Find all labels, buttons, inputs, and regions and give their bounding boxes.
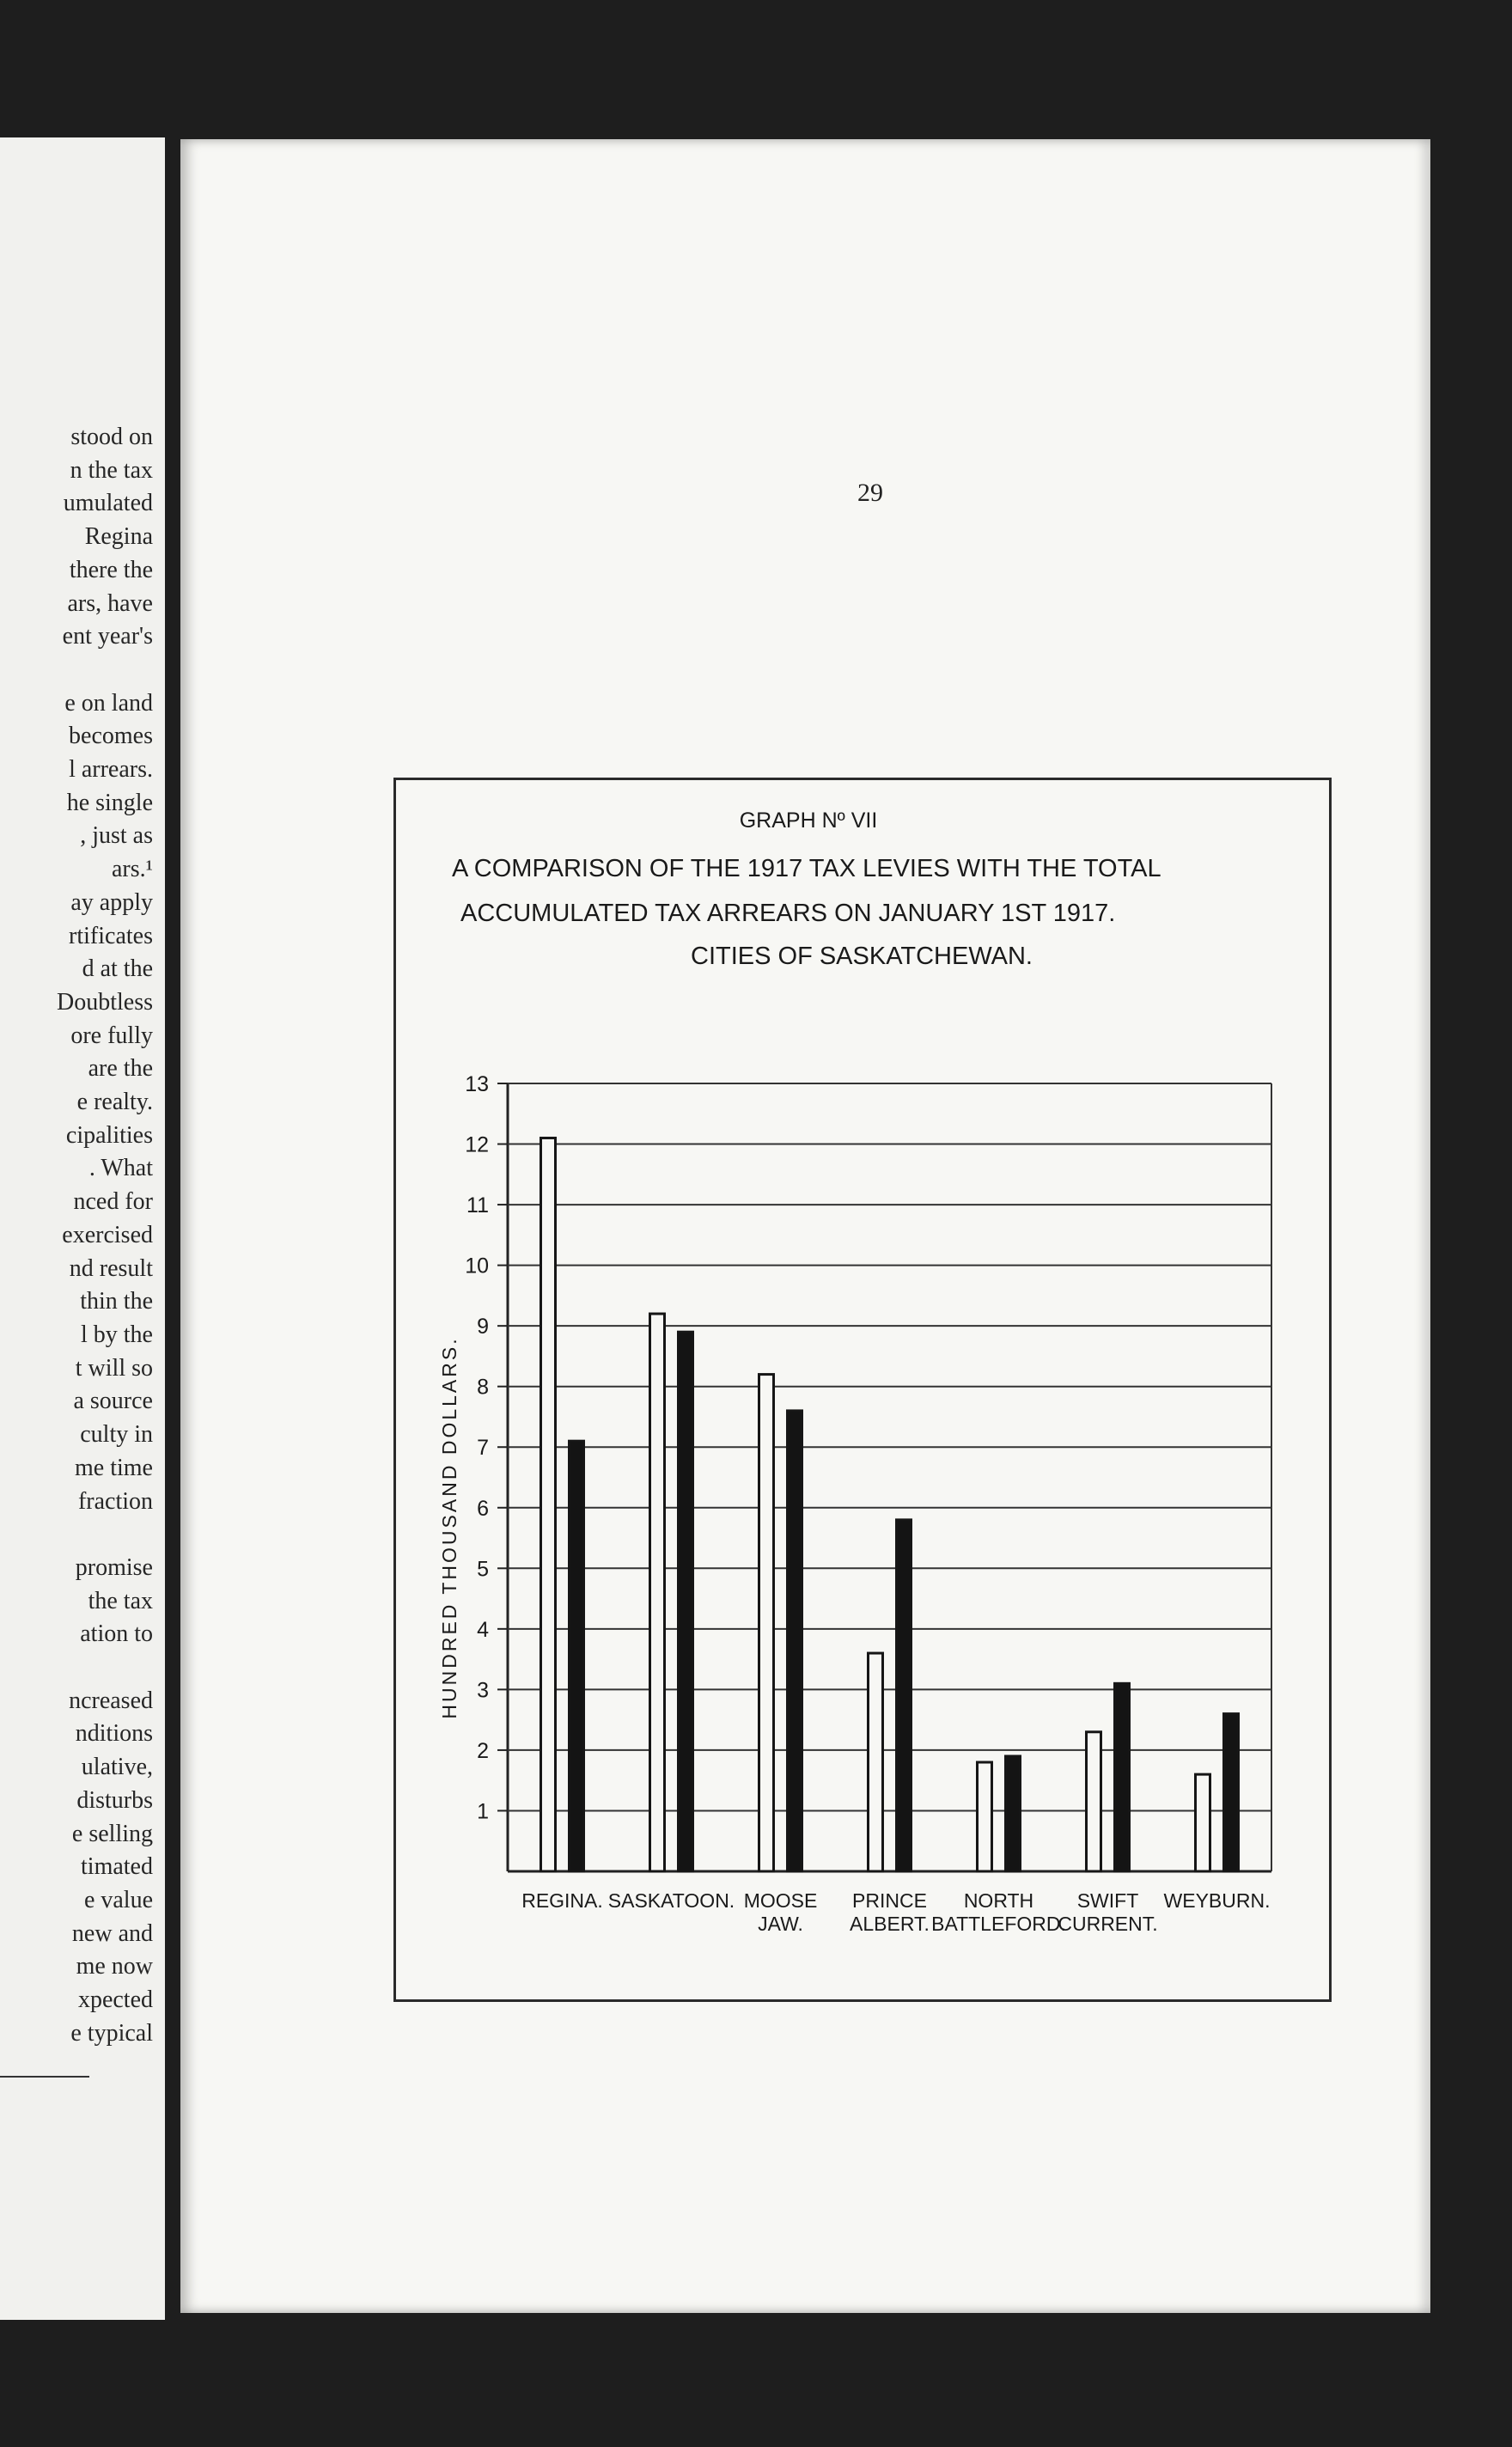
left-page-line: e selling — [71, 1820, 153, 1847]
x-category-label: MOOSE — [743, 1889, 818, 1912]
chart-title-line-2: ACCUMULATED TAX ARREARS ON JANUARY 1ST 1917. — [460, 900, 1116, 927]
left-page-line: me time — [75, 1454, 153, 1481]
left-page-line: e typical — [70, 2019, 153, 2047]
x-category-label: SWIFT — [1076, 1889, 1139, 1912]
left-page-line: exercised — [62, 1221, 153, 1248]
left-facing-page — [0, 137, 165, 2320]
y-tick-label: 12 — [465, 1132, 489, 1157]
grid-lines — [497, 1083, 1271, 1871]
left-page-line: culty in — [80, 1421, 153, 1449]
chart-subtitle: CITIES OF SASKATCHEWAN. — [691, 943, 1033, 970]
y-tick-label: 4 — [477, 1617, 489, 1642]
left-page-line: nced for — [73, 1188, 153, 1216]
footnote-rule — [0, 2076, 89, 2078]
left-page-line: stood on — [70, 424, 153, 450]
bar-tax-levy — [1196, 1774, 1210, 1871]
left-page-line: n the tax — [70, 456, 153, 484]
y-tick-label: 2 — [477, 1738, 489, 1763]
bar-tax-arrears — [1115, 1683, 1130, 1871]
left-page-line: ore fully — [70, 1022, 153, 1049]
left-page-line — [0, 1651, 153, 1685]
x-category-label: BATTLEFORD. — [931, 1913, 1066, 1935]
page-number: 29 — [857, 479, 883, 507]
left-page-line: new and — [71, 1919, 153, 1947]
bar-tax-levy — [759, 1375, 774, 1871]
left-page-line: rtificates — [69, 922, 153, 949]
left-page-line: xpected — [77, 1986, 153, 2014]
left-page-line: . What — [88, 1155, 153, 1182]
left-page-line: umulated — [63, 490, 153, 517]
left-page-line: l by the — [81, 1321, 153, 1348]
left-page-line: a source — [73, 1388, 153, 1415]
x-category-label: WEYBURN. — [1163, 1889, 1271, 1912]
left-page-line: ars.¹ — [111, 856, 153, 883]
y-tick-label: 9 — [477, 1315, 489, 1339]
bar-tax-arrears — [1006, 1756, 1021, 1871]
bar-tax-arrears — [897, 1520, 911, 1871]
graph-heading: GRAPH Nº VII — [739, 809, 878, 833]
left-page-line: ncreased — [69, 1687, 153, 1714]
y-tick-label: 13 — [465, 1072, 489, 1096]
left-page-line: l arrears. — [69, 756, 153, 784]
left-page-line: he single — [66, 789, 153, 816]
bar-tax-arrears — [570, 1441, 584, 1871]
y-tick-label: 10 — [465, 1254, 489, 1278]
x-category-label: CURRENT. — [1058, 1913, 1158, 1935]
left-page-line: ulative, — [81, 1754, 153, 1781]
x-category-label: NORTH — [963, 1889, 1034, 1912]
left-page-line: becomes — [69, 723, 153, 750]
left-page-line: cipalities — [65, 1121, 153, 1149]
left-page-line: fraction — [77, 1487, 153, 1515]
bar-tax-arrears — [788, 1411, 802, 1871]
bar-tax-levy — [1087, 1732, 1101, 1871]
bar-tax-levy — [650, 1314, 665, 1871]
left-page-line — [0, 1518, 153, 1552]
left-page-text — [0, 421, 153, 2050]
left-page-line: ent year's — [62, 623, 153, 650]
bar-tax-levy — [978, 1762, 992, 1871]
bar-tax-arrears — [1224, 1714, 1239, 1871]
x-category-label: REGINA. — [521, 1889, 603, 1912]
y-tick-label: 3 — [477, 1678, 489, 1703]
y-tick-label: 7 — [477, 1436, 489, 1461]
y-tick-label: 6 — [477, 1496, 489, 1521]
y-tick-label: 5 — [477, 1557, 489, 1582]
left-page-line: Regina — [84, 523, 153, 551]
x-category-label: JAW. — [758, 1913, 803, 1935]
x-category-label: SASKATOON. — [607, 1889, 735, 1912]
y-axis-label: HUNDRED THOUSAND DOLLARS. — [438, 1336, 460, 1719]
left-page-line: thin the — [80, 1288, 153, 1315]
left-page-line: promise — [75, 1553, 153, 1581]
graph-frame — [393, 778, 1332, 2002]
left-page-line: , just as — [80, 822, 153, 850]
left-page-line: the tax — [88, 1587, 153, 1614]
x-category-label: PRINCE — [852, 1889, 927, 1912]
left-page-line — [0, 654, 153, 687]
left-page-line: e realty. — [76, 1089, 153, 1116]
left-page-line: nd result — [69, 1254, 153, 1282]
left-page-line: are the — [88, 1055, 153, 1083]
left-page-line: timated — [81, 1853, 153, 1881]
left-page-line: nditions — [75, 1720, 153, 1748]
bar-chart — [396, 780, 1329, 1999]
left-page-line: Doubtless — [57, 988, 153, 1016]
left-page-line: e value — [83, 1886, 153, 1913]
left-page-line: ation to — [80, 1620, 153, 1648]
left-page-line: ars, have — [67, 589, 153, 617]
y-tick-label: 1 — [477, 1799, 489, 1824]
left-page-line: disturbs — [76, 1786, 153, 1814]
x-category-label: ALBERT. — [850, 1913, 930, 1935]
y-tick-label: 11 — [466, 1193, 489, 1218]
bar-tax-arrears — [679, 1332, 693, 1871]
bar-tax-levy — [541, 1138, 556, 1871]
bar-tax-levy — [869, 1653, 883, 1871]
left-page-line: me now — [76, 1953, 153, 1980]
chart-title-line-1: A COMPARISON OF THE 1917 TAX LEVIES WITH THE TOTAL — [452, 855, 1161, 882]
left-page-line: ay apply — [70, 888, 153, 916]
y-tick-label: 8 — [477, 1375, 489, 1400]
left-page-line: e on land — [64, 689, 153, 717]
y-tick-labels — [465, 1072, 489, 1823]
category-labels — [521, 1889, 1270, 1935]
left-page-line: there the — [69, 556, 153, 583]
left-page-line: d at the — [82, 955, 153, 983]
bars — [541, 1138, 1239, 1871]
right-page — [180, 139, 1430, 2313]
left-page-line: t will so — [75, 1354, 153, 1382]
